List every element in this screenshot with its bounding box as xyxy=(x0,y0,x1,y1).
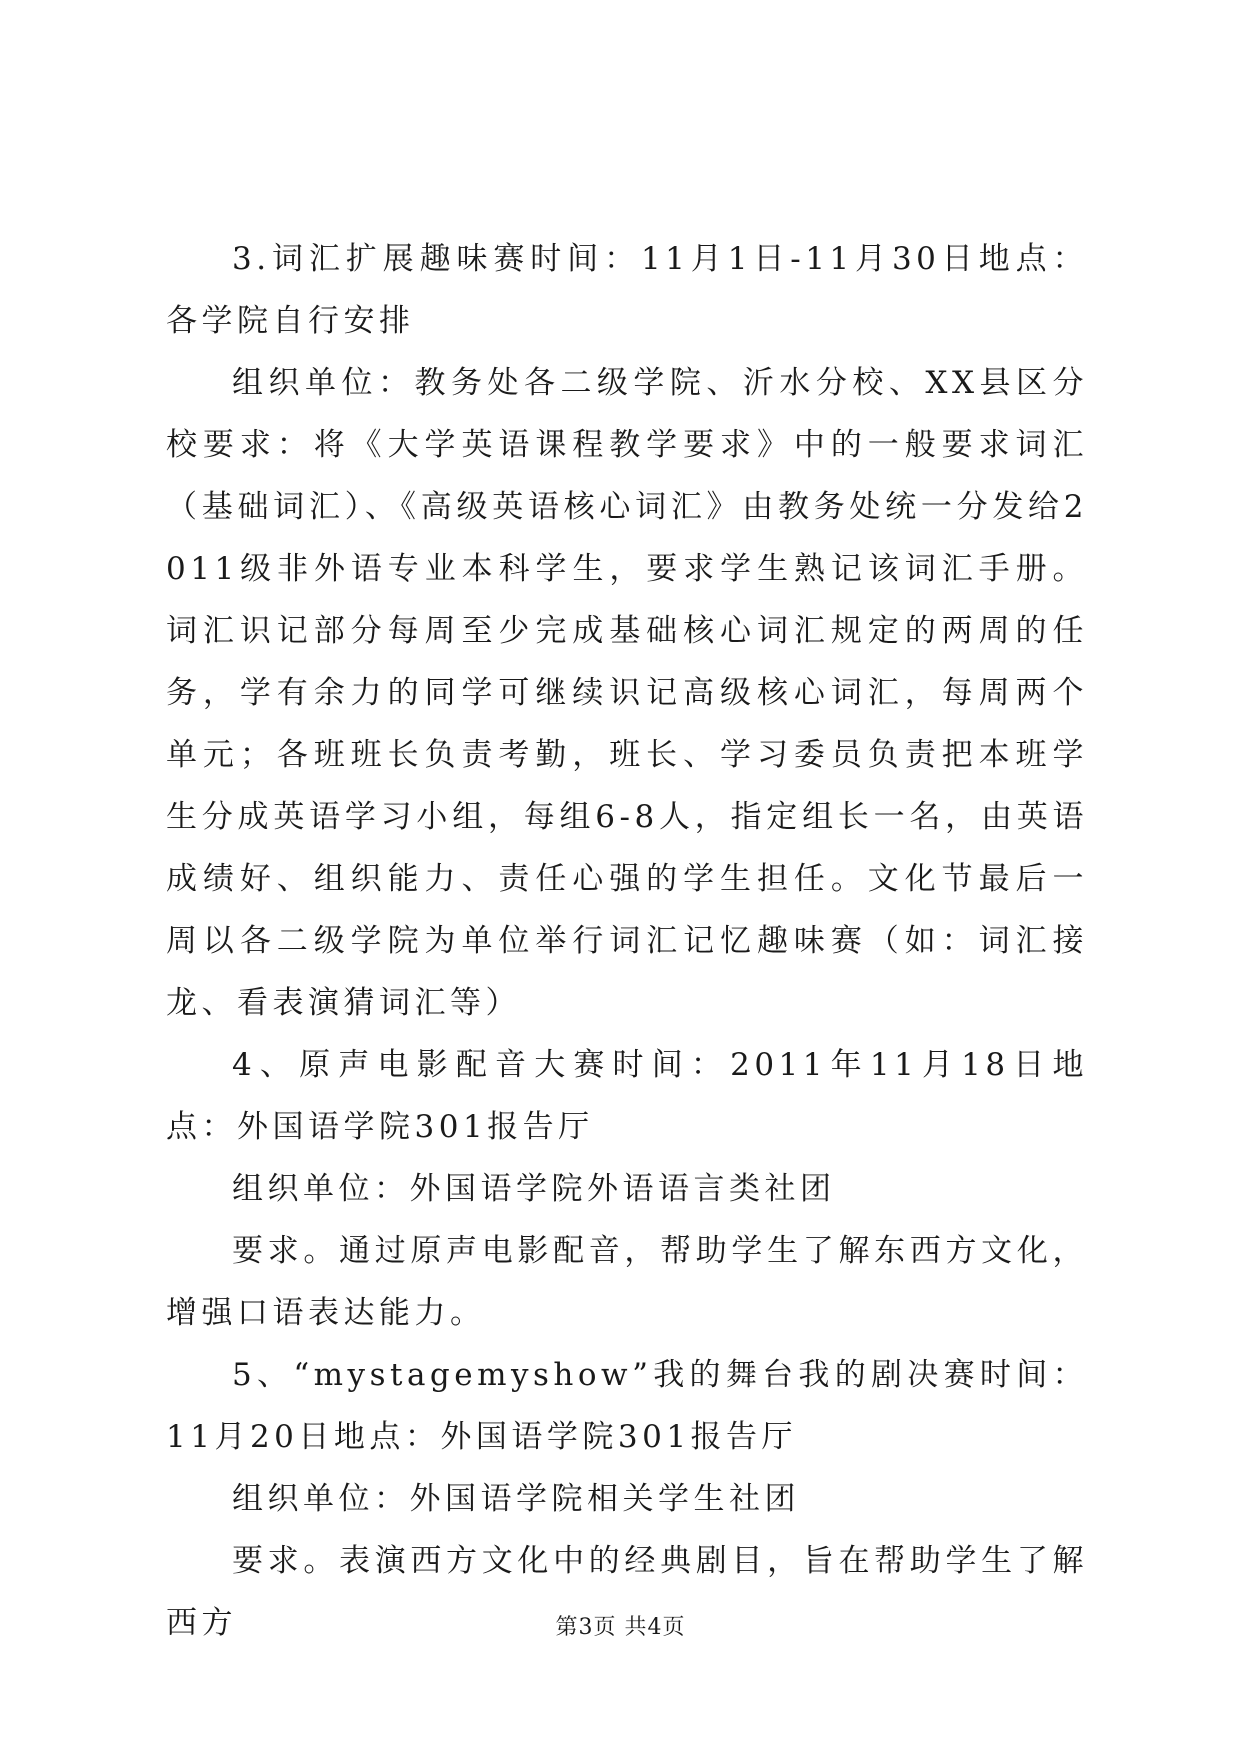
paragraph-dubbing-contest: 4、原声电影配音大赛时间：2011年11月18日地点：外国语学院301报告厅 xyxy=(166,1047,1088,1145)
paragraph-vocabulary-organizer: 组织单位：教务处各二级学院、沂水分校、XX县区分校要求：将《大学英语课程教学要求》中的一般要求词汇（基础词汇）、《高级英语核心词汇》由教务处统一分发给2011级非外语专业本科学生，要求学生熟记该词汇手册。词汇识记部分每周至少完成基础核心词汇规定的两周的任务，学有余力的同学可继续识记高级核心词汇，每周两个单元；各班班长负责考勤，班长、学习委员负责把本班学生分成英语学习小组，每组6-8人，指定组长一名，由英语成绩好、组织能力、责任心强的学生担任。文化节最后一周以各二级学院为单位举行词汇记忆趣味赛（如：词汇接龙、看表演猜词汇等） xyxy=(166,365,1088,1021)
document-body xyxy=(166,228,1088,1654)
page-number-footer: 第3页 共4页 xyxy=(555,1615,686,1640)
paragraph-stage-show-requirement: 要求。表演西方文化中的经典剧目，旨在帮助学生了解西方 xyxy=(166,1543,1088,1641)
paragraph-dubbing-requirement: 要求。通过原声电影配音，帮助学生了解东西方文化，增强口语表达能力。 xyxy=(166,1233,1088,1331)
paragraph-vocabulary-contest: 3.词汇扩展趣味赛时间：11月1日-11月30日地点：各学院自行安排 xyxy=(166,241,1088,339)
paragraph-stage-show-final: 5、“mystagemyshow”我的舞台我的剧决赛时间：11月20日地点：外国语学院301报告厅 xyxy=(166,1357,1088,1455)
paragraph-stage-show-organizer: 组织单位：外国语学院相关学生社团 xyxy=(232,1481,800,1517)
paragraph-dubbing-organizer: 组织单位：外国语学院外语语言类社团 xyxy=(232,1171,836,1207)
